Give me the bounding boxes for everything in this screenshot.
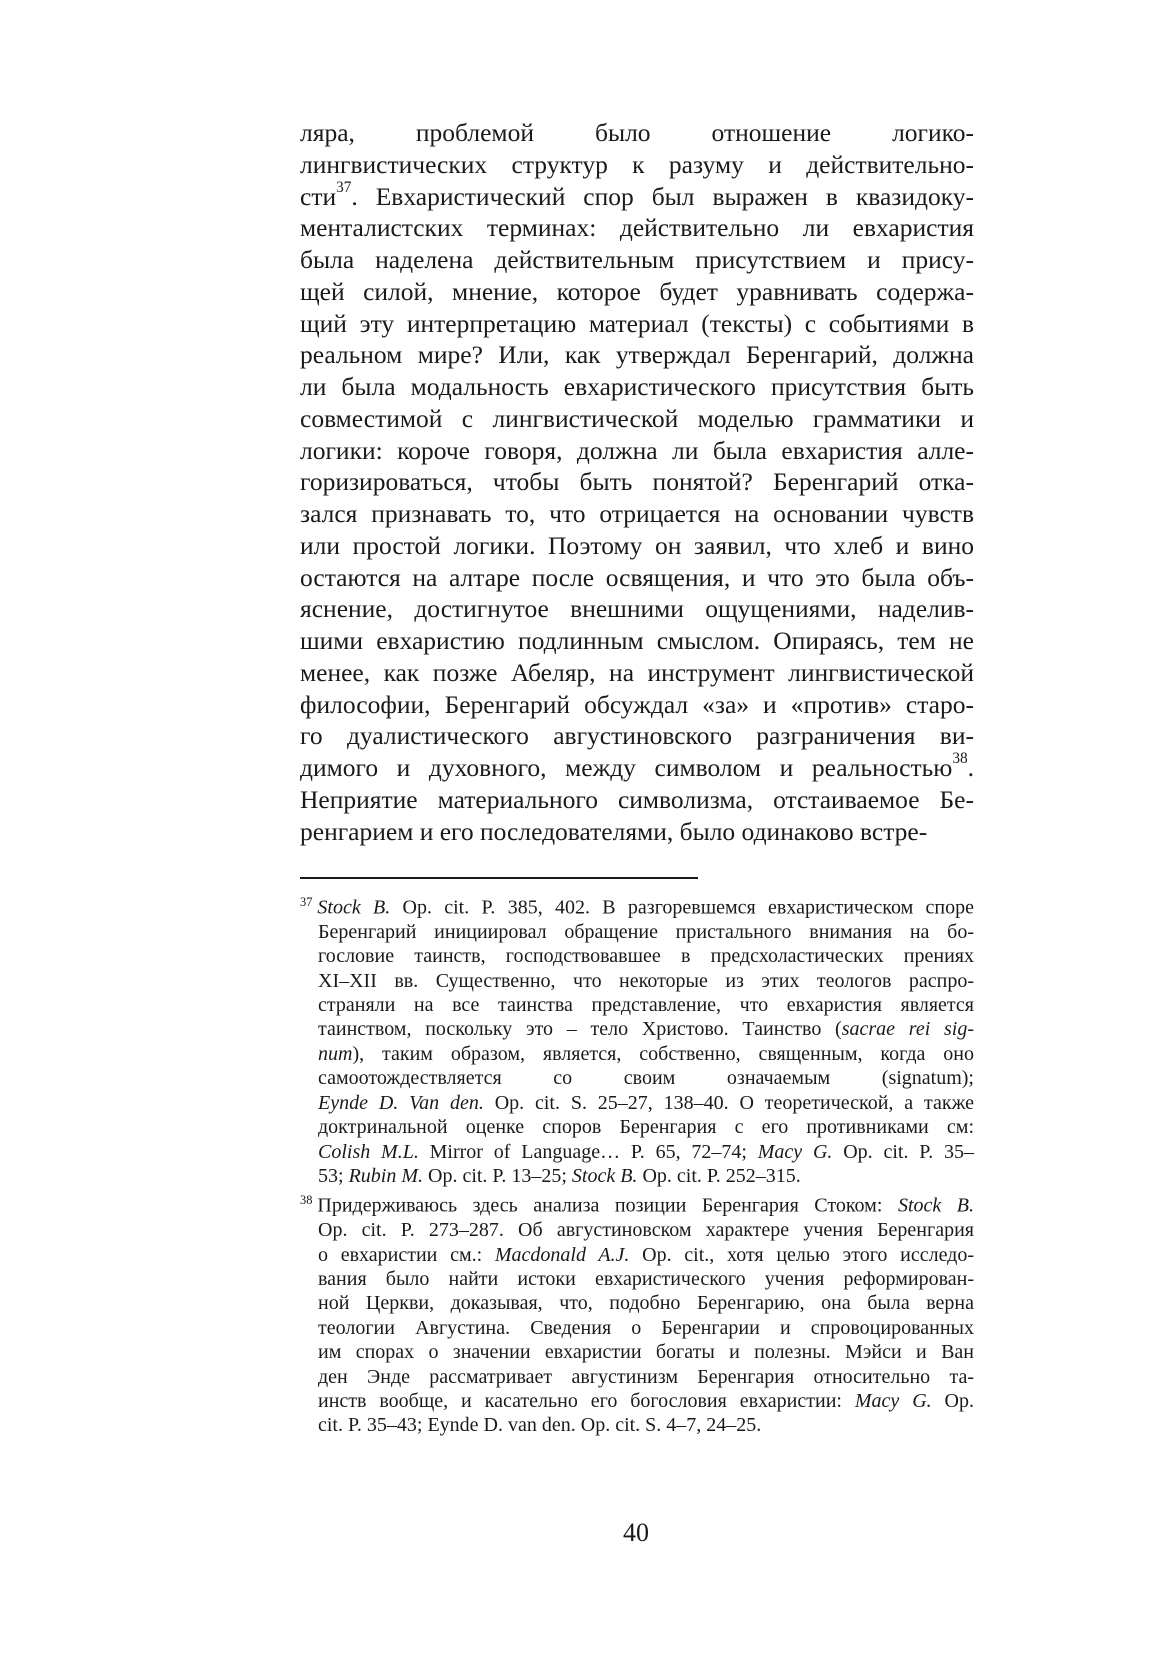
footnote-line: $^{37}$ Stock B. Op. cit. P. 385, 402. В разгоревшемся евхаристическом споре bbox=[300, 895, 974, 919]
footnote-line: num), таким образом, является, собственно, священным, когда оно bbox=[318, 1042, 974, 1065]
text-line: реальном мире? Или, как утверждал Беренгарий, должна bbox=[300, 340, 974, 370]
footnote-number: 38 bbox=[300, 1193, 313, 1208]
footnote-line: инств вообще, и касательно его богословия евхаристии: Macy G. Op. bbox=[318, 1390, 974, 1412]
footnote-line: о евхаристии см.: Macdonald A.J. Op. cit., хотя целью этого исследо- bbox=[318, 1243, 975, 1266]
text-line: была наделена действительным присутствием и прису- bbox=[300, 245, 974, 274]
text-line: димого и духовного, между символом и реальностью$^{38}$. bbox=[300, 750, 974, 782]
footnote-line: ден Энде рассматривает августинизм Беренгария относительно та- bbox=[318, 1365, 974, 1388]
main-text bbox=[300, 117, 974, 847]
footnote-line: вания было найти истоки евхаристического учения реформирован- bbox=[318, 1267, 974, 1290]
text-line: остаются на алтаре после освящения, и что это была объ- bbox=[300, 562, 974, 592]
footnote-line: Colish M.L. Mirror of Language… P. 65, 72–74; Macy G. Op. cit. P. 35– bbox=[318, 1140, 974, 1163]
text-line: Неприятие материального символизма, отстаиваемое Бе- bbox=[300, 784, 974, 814]
footnote-line: $^{38}$ Придерживаюсь здесь анализа позиции Беренгария Стоком: Stock B. bbox=[300, 1193, 975, 1217]
footnote-line: Op. cit. P. 273–287. Об августиновском характере учения Беренгария bbox=[318, 1219, 974, 1242]
text-line: философии, Беренгарий обсуждал «за» и «против» старо- bbox=[300, 689, 974, 719]
footnote-line: таинством, поскольку это – тело Христово. Таинство (sacrae rei sig- bbox=[318, 1018, 975, 1041]
text-line: яснение, достигнутое внешними ощущениями, наделив- bbox=[300, 594, 974, 624]
footnote-line: cit. P. 35–43; Eynde D. van den. Op. cit. S. 4–7, 24–25. bbox=[318, 1414, 762, 1437]
footnote-number: 37 bbox=[300, 895, 313, 909]
text-line: лингвистических структур к разуму и действительно- bbox=[300, 149, 974, 179]
footnote-line: самоотождествляется со своим означаемым (signatum); bbox=[318, 1067, 974, 1090]
footnote-line: теологии Августина. Сведения о Беренгарии и спровоцированных bbox=[318, 1316, 974, 1339]
footnote-line: им спорах о значении евхаристии богаты и полезны. Мэйси и Ван bbox=[318, 1341, 974, 1364]
text-line: зался признавать то, что отрицается на основании чувств bbox=[300, 499, 974, 528]
footnote-line: доктринальной оценке споров Беренгария с его противниками см: bbox=[318, 1116, 974, 1139]
text-line: совместимой с лингвистической моделью грамматики и bbox=[300, 403, 974, 433]
footnote-line: 53; Rubin M. Op. cit. P. 13–25; Stock B. Op. cit. P. 252–315. bbox=[318, 1164, 801, 1187]
text-line: щей силой, мнение, которое будет уравнивать содержа- bbox=[300, 276, 974, 306]
text-line: щий эту интерпретацию материал (тексты) с событиями в bbox=[300, 308, 974, 338]
text-line: ляра, проблемой было отношение логико- bbox=[300, 118, 974, 147]
footnote-line: Беренгарий инициировал обращение пристального внимания на бо- bbox=[318, 920, 974, 943]
footnote-line: страняли на все таинства представление, что евхаристия является bbox=[318, 994, 974, 1017]
footnote-line: гословие таинств, господствовавшее в предсхоластических прениях bbox=[318, 945, 974, 968]
footnote-38 bbox=[300, 1188, 974, 1438]
text-line: шими евхаристию подлинным смыслом. Опираясь, тем не bbox=[300, 626, 974, 655]
footnote-37 bbox=[300, 890, 974, 1188]
text-line: ли была модальность евхаристического присутствия быть bbox=[300, 372, 974, 401]
text-line: го дуалистического августиновского разграничения ви- bbox=[300, 721, 974, 751]
footnote-line: Eynde D. Van den. Op. cit. S. 25–27, 138–40. О теоретической, а также bbox=[318, 1091, 975, 1114]
text-line: менталистских терминах: действительно ли евхаристия bbox=[300, 213, 974, 243]
footnote-separator bbox=[300, 877, 698, 879]
text-line: сти$^{37}$. Евхаристический спор был выражен в квазидоку- bbox=[300, 178, 974, 211]
footnotes bbox=[300, 890, 974, 1438]
text-line: или простой логики. Поэтому он заявил, что хлеб и вино bbox=[300, 530, 974, 560]
text-line: горизироваться, чтобы быть понятой? Беренгарий отка- bbox=[300, 467, 974, 497]
page-number: 40 bbox=[623, 1518, 649, 1547]
footnote-line: XI–XII вв. Существенно, что некоторые из этих теологов распро- bbox=[318, 969, 974, 992]
text-line: логики: короче говоря, должна ли была евхаристия алле- bbox=[300, 435, 974, 465]
text-line: менее, как позже Абеляр, на инструмент лингвистической bbox=[300, 657, 974, 687]
footnote-line: ной Церкви, доказывая, что, подобно Беренгарию, она была верна bbox=[318, 1292, 974, 1315]
text-line: ренгарием и его последователями, было одинаково встре- bbox=[300, 816, 928, 846]
